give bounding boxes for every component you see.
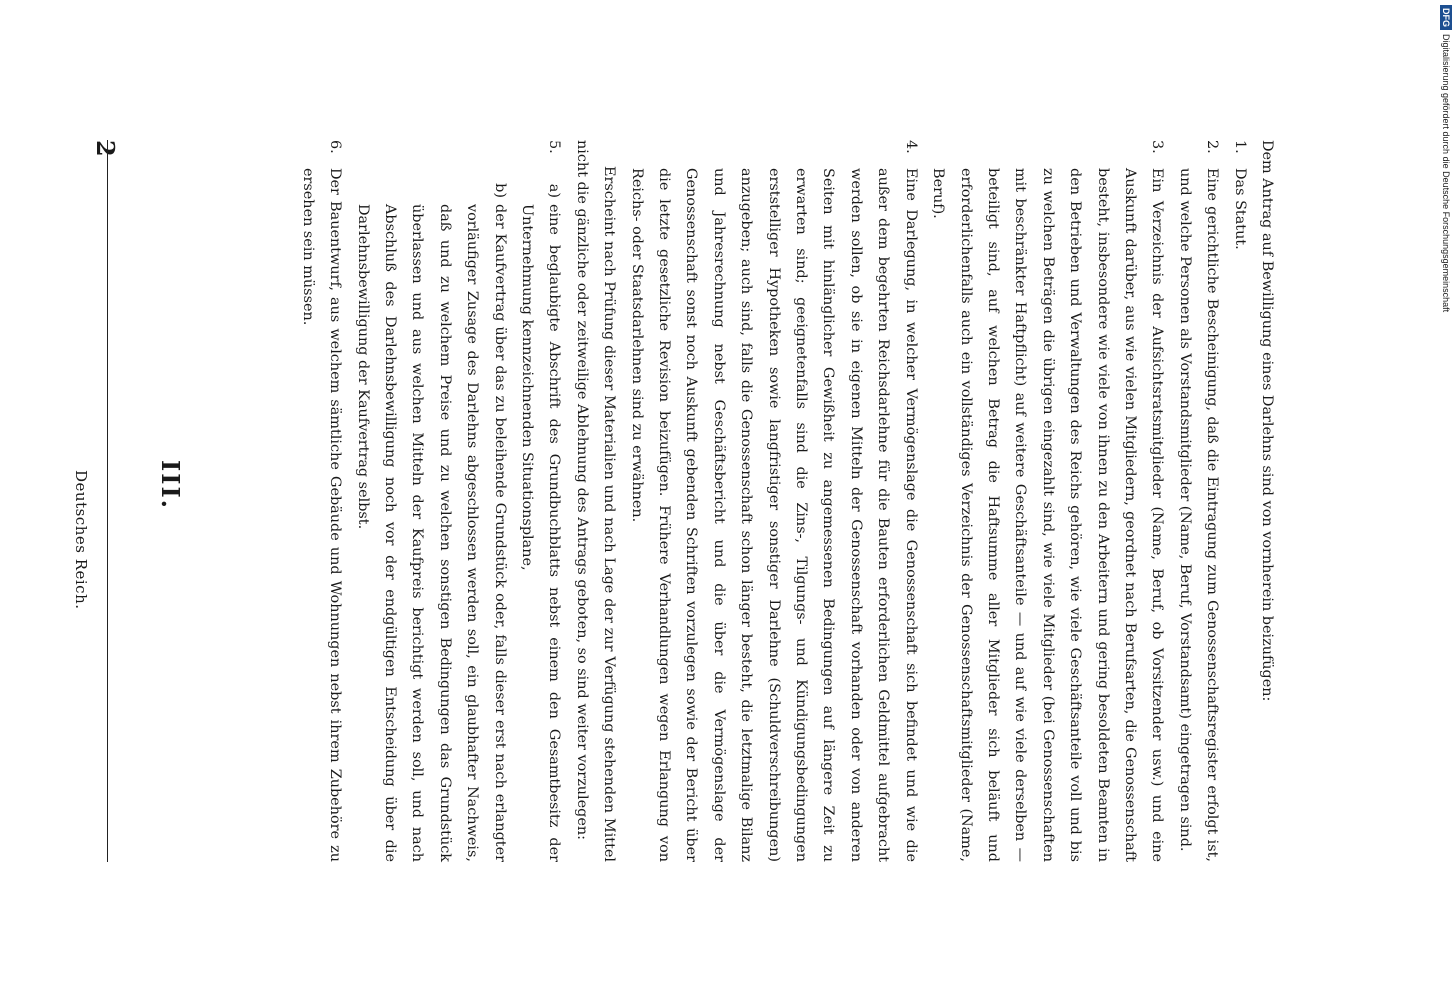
item-text: Eine gerichtliche Bescheinigung, daß die Eintragung zum Genossenschaftsregister erfolgt ist, und welche Personen als Vorstandsmitglieder (Name, Beruf, Vorstandsamt) eingetragen sind. (1176, 168, 1221, 862)
list-item (348, 140, 567, 862)
item-text: Ein Verzeichnis der Aufsichtsratsmitglieder (Name, Beruf, ob Vorsitzender usw.) und eine Auskunft darüber, aus wie vielen Mitgliedern, geordnet nach Berufsarten, die Genossenschaft besteht, insbesondere wie viele von ihnen zu den Arbeitern und gering besoldeten Beamten in den Betrieben und Verwaltungen des Reichs gehören, wie viele Geschäftsanteile voll und bis zu welchen Beträgen die übrigen eingezahlt sind, wie viele Mitglieder (bei Genossenschaften mit beschränkter Haftpflicht) auf weitere Geschäftsanteile — und auf wie viele derselben — beteiligt sind, auf welchen Betrag die Haftsumme aller Mitglieder sich beläuft und erforderlichenfalls auch ein vollständiges Verzeichnis der Genossenschaftsmitglieder (Name, Beruf). (930, 168, 1166, 862)
section-heading: III. (156, 460, 185, 511)
item-text: Das Statut. (1231, 168, 1248, 250)
sub-item-label: a) (546, 183, 563, 198)
list-item (622, 140, 923, 862)
dfg-logo: DFG (1440, 5, 1452, 30)
item-number: 5. (546, 140, 563, 154)
middle-paragraph: Erscheint nach Prüfung dieser Materialien und nach Lage der zur Verfügung stehenden Mittel nicht die gänzliche oder zeitweilige Ablehnung des Antrags geboten, so sind weiter vorzulegen: (573, 140, 618, 862)
sub-item-label: b) (491, 183, 508, 198)
sub-item-text: eine beglaubigte Abschrift des Grundbuchblatts nebst einem den Gesamtbesitz der Unternehmung kennzeichnenden Situationsplane, (519, 204, 563, 862)
item-number: 3. (1149, 140, 1166, 154)
header-rule (107, 140, 108, 862)
item-number: 2. (1204, 140, 1221, 154)
sub-item-text: der Kaufvertrag über das zu beleihende Grundstück oder, falls dieser erst nach erlangter vorläufiger Zusage des Darlehns abgeschlossen werden soll, ein glaubhafter Nachweis, daß und zu welchem Preise und zu welchen sonstigen Bedingungen das Grundstück überlassen und aus welchen Mitteln der Kaufpreis berichtigt werden soll, und nach Abschluß des Darlehnsbewilligung noch vor der endgültigen Entscheidung über die Darlehnsbewilligung der Kaufvertrag selbst. (354, 204, 508, 862)
body-text (195, 140, 1280, 862)
item-number: 6. (327, 140, 344, 154)
item-number: 4. (902, 140, 919, 154)
digitization-credit (1438, 5, 1454, 995)
list-item (293, 140, 348, 862)
credit-text: Digitalisierung gefördert durch die Deutsche Forschungsgemeinschaft (1441, 34, 1451, 313)
running-head: Deutsches Reich. (72, 470, 90, 610)
sub-item (513, 168, 568, 862)
list-item (1170, 140, 1225, 862)
item-text: Der Bauentwurf, aus welchem sämtliche Gebäude und Wohnungen nebst ihrem Zubehöre zu ersehen sein müssen. (299, 168, 344, 862)
item-text: Eine Darlegung, in welcher Vermögenslage die Genossenschaft sich befindet und wie die außer dem begehrten Reichsdarlehne für die Bauten erforderlichen Geldmittel aufgebracht werden sollen, ob sie in eigenen Mitteln der Genossenschaft vorhanden oder von anderen Seiten mit hinlänglicher Gewißheit zu angemessenen Bedingungen auf längere Zeit zu erwarten sind; geeignetenfalls sind die Zins-, Tilgungs- und Kündigungsbedingungen erststelliger Hypotheken sowie langfristiger sonstiger Darlehne (Schuldverschreibungen) anzugeben; auch sind, falls die Genossenschaft schon länger besteht, die letztmalige Bilanz und Jahresrechnung nebst Geschäftsbericht und die über die Vermögenslage der Genossenschaft sonst noch Auskunft gebenden Schriften vorzulegen sowie der Bericht über die letzte gesetzliche Revision beizufügen. Frühere Verhandlungen wegen Erlangung von Reichs- oder Staatsdarlehnen sind zu erwähnen. (628, 168, 919, 862)
sub-item (348, 168, 512, 862)
list-item (1225, 140, 1252, 862)
list-item (924, 140, 1171, 862)
item-number: 1. (1231, 140, 1248, 154)
intro-paragraph: Dem Antrag auf Bewilligung eines Darlehns sind von vornherein beizufügen: (1259, 140, 1275, 702)
page-number: 2 (91, 140, 120, 157)
